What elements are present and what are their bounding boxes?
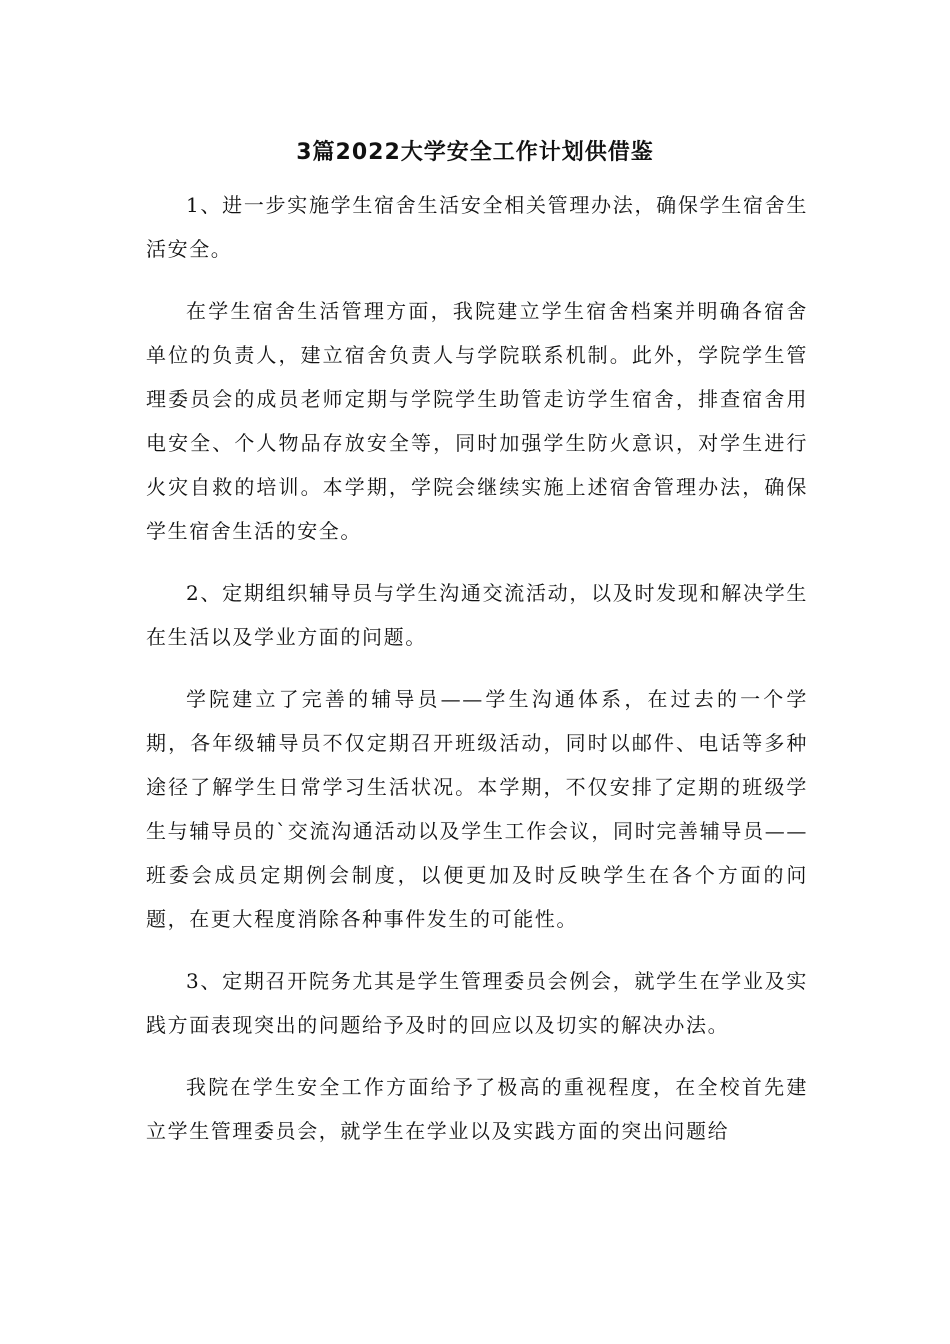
paragraph-item-1: 1、进一步实施学生宿舍生活安全相关管理办法，确保学生宿舍生活安全。 — [146, 193, 808, 261]
paragraph-dormitory-management: 在学生宿舍生活管理方面，我院建立学生宿舍档案并明确各宿舍单位的负责人，建立宿舍负责人与学院联系机制。此外，学院学生管理委员会的成员老师定期与学院学生助管走访学生宿舍，排查宿舍用电安全、个人物品存放安全等，同时加强学生防火意识，对学生进行火灾自救的培训。本学期，学院会继续实施上述宿舍管理办法，确保学生宿舍生活的安全。 — [146, 299, 808, 543]
paragraph-item-2: 2、定期组织辅导员与学生沟通交流活动，以及时发现和解决学生在生活以及学业方面的问题。 — [146, 581, 808, 649]
document-body — [146, 183, 808, 1153]
paragraph-safety-emphasis: 我院在学生安全工作方面给予了极高的重视程度，在全校首先建立学生管理委员会，就学生在学业以及实践方面的突出问题给 — [146, 1075, 808, 1143]
document-title: 3篇2022大学安全工作计划供借鉴 — [296, 140, 654, 165]
paragraph-item-3: 3、定期召开院务尤其是学生管理委员会例会，就学生在学业及实践方面表现突出的问题给予及时的回应以及切实的解决办法。 — [146, 969, 808, 1037]
paragraph-counselor-communication: 学院建立了完善的辅导员——学生沟通体系，在过去的一个学期，各年级辅导员不仅定期召开班级活动，同时以邮件、电话等多种途径了解学生日常学习生活状况。本学期，不仅安排了定期的班级学生与辅导员的`交流沟通活动以及学生工作会议，同时完善辅导员——班委会成员定期例会制度，以便更加及时反映学生在各个方面的问题，在更大程度消除各种事件发生的可能性。 — [146, 687, 808, 931]
